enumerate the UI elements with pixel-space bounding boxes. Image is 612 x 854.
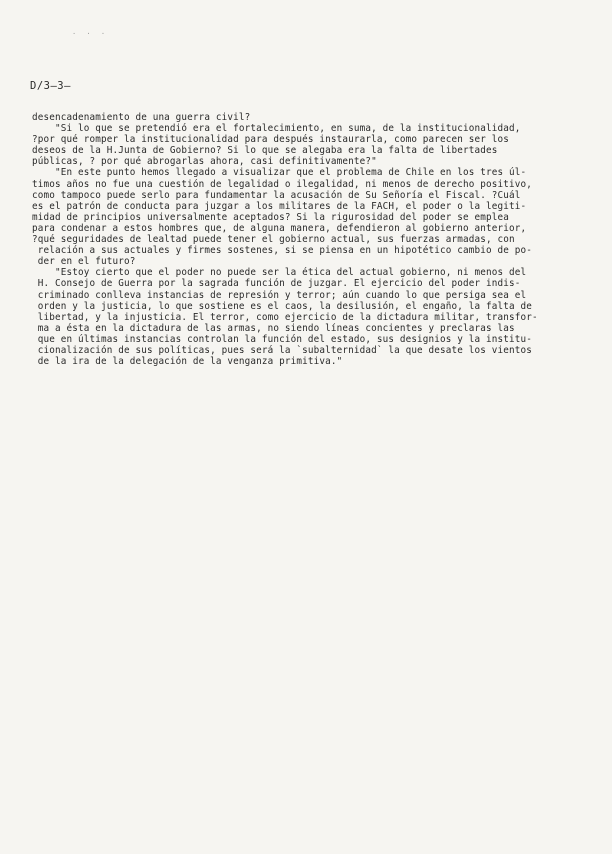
text-line: de la ira de la delegación de la venganza primitiva." (32, 356, 343, 368)
text-line: relación a sus actuales y firmes sostenes, si se piensa en un hipotético cambio de po- (32, 245, 533, 257)
text-line: para condenar a estos hombres que, de alguna manera, defendieron al gobierno anterior, (32, 222, 527, 234)
text-line: cionalización de sus políticas, pues será la `subalternidad` la que desate los vientos (32, 344, 533, 356)
top-page-marks: · · · (72, 30, 109, 38)
text-line: ?qué seguridades de lealtad puede tener el gobierno actual, sus fuerzas armadas, con (32, 234, 515, 246)
text-line: ma a ésta en la dictadura de las armas, no siendo líneas concientes y preclaras las (32, 322, 515, 334)
text-line: criminado conlleva instancias de represión y terror; aún cuando lo que persiga sea el (32, 289, 527, 301)
text-line: "Si lo que se pretendió era el fortalecimiento, en suma, de la institucionalidad, (32, 123, 521, 135)
text-line: públicas, ? por qué abrogarlas ahora, casi definitivamente?" (32, 156, 377, 168)
text-line: "Estoy cierto que el poder no puede ser la ética del actual gobierno, ni menos del (32, 267, 527, 279)
text-line: es el patrón de conducta para juzgar a los militares de la FACH, el poder o la legiti- (32, 200, 527, 212)
text-line: desencadenamiento de una guerra civil? (32, 112, 251, 123)
text-line: que en últimas instancias controlan la función del estado, sus designios y la institu- (32, 333, 533, 345)
text-line: timos años no fue una cuestión de legalidad o ilegalidad, ni menos de derecho positivo, (32, 178, 533, 190)
text-line: "En este punto hemos llegado a visualizar que el problema de Chile en los tres úl- (32, 167, 527, 179)
text-line: orden y la justicia, lo que sostiene es el caos, la desilusión, el engaño, la falta de (32, 300, 533, 312)
text-line: H. Consejo de Guerra por la sagrada función de juzgar. El ejercicio del poder indis- (32, 278, 521, 290)
document-body (32, 112, 592, 367)
text-line: ?por qué romper la institucionalidad para después instaurarla, como parecen ser los (32, 134, 510, 146)
text-line: libertad, y la injusticia. El terror, como ejercicio de la dictadura militar, transfor- (32, 311, 538, 323)
text-line: deseos de la H.Junta de Gobierno? Si lo que se alegaba era la falta de libertades (32, 145, 498, 157)
text-line: der en el futuro? (32, 256, 136, 268)
text-line: como tampoco puede serlo para fundamentar la acusación de Su Señoría el Fiscal. ?Cuál (32, 189, 521, 201)
text-line: midad de principios universalmente aceptados? Si la rigurosidad del poder se emplea (32, 211, 510, 223)
page-reference: D/3—3— (30, 80, 71, 92)
